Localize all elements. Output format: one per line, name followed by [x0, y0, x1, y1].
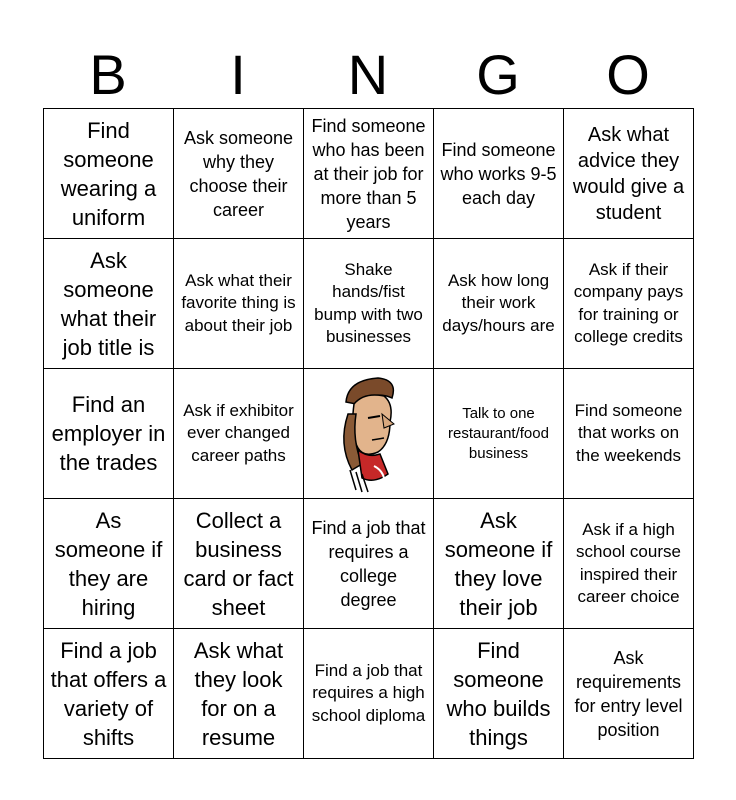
bingo-cell[interactable]: [434, 239, 564, 369]
cell-text: Ask if exhibitor ever changed career paths: [183, 400, 294, 465]
bingo-cell[interactable]: [44, 499, 174, 629]
cell-text: Find someone who works 9-5 each day: [440, 139, 557, 208]
bingo-cell[interactable]: [44, 369, 174, 499]
bingo-cell[interactable]: [564, 629, 694, 759]
bingo-cell[interactable]: [304, 499, 434, 629]
cell-text: Find an employer in the trades: [51, 392, 166, 475]
bingo-cell[interactable]: [174, 369, 304, 499]
cell-text: Ask someone if they love their job: [444, 507, 553, 620]
cell-text: Ask if a high school course inspired their career choice: [576, 519, 681, 606]
bingo-cell[interactable]: [174, 109, 304, 239]
bingo-cell[interactable]: [44, 629, 174, 759]
bingo-cell[interactable]: [564, 369, 694, 499]
bingo-cell[interactable]: [304, 109, 434, 239]
cell-text: Talk to one restaurant/food business: [448, 404, 549, 462]
header-letter-n: N: [347, 43, 389, 106]
cell-text: Find a job that offers a variety of shifts: [50, 637, 167, 750]
cell-text: Ask requirements for entry level position: [574, 647, 683, 740]
bingo-cell[interactable]: [174, 499, 304, 629]
cell-text: Find someone who has been at their job for more than 5 years: [311, 115, 426, 232]
header-letter-o: O: [606, 43, 650, 106]
bingo-cell[interactable]: [174, 629, 304, 759]
header-letter-i: I: [230, 43, 246, 106]
header-letter-b: B: [89, 43, 127, 106]
bingo-cell[interactable]: [564, 499, 694, 629]
bingo-cell[interactable]: [44, 239, 174, 369]
cell-text: Find someone that works on the weekends: [574, 400, 683, 465]
header-letter-g: G: [476, 43, 520, 106]
cell-text: Ask what they look for on a resume: [193, 637, 284, 750]
cell-text: Collect a business card or fact sheet: [183, 507, 294, 620]
mascot-head-icon: [334, 374, 404, 494]
bingo-cell[interactable]: [304, 629, 434, 759]
bingo-cell[interactable]: [434, 499, 564, 629]
cell-text: Find someone wearing a uniform: [60, 117, 157, 230]
bingo-cell[interactable]: [564, 109, 694, 239]
cell-text: Find a job that requires a high school diploma: [311, 660, 426, 725]
bingo-cell[interactable]: [564, 239, 694, 369]
bingo-cell[interactable]: [434, 629, 564, 759]
cell-text: As someone if they are hiring: [54, 507, 163, 620]
cell-text: Ask someone why they choose their career: [183, 127, 294, 220]
cell-text: Find a job that requires a college degree: [311, 517, 426, 610]
cell-text: Ask someone what their job title is: [60, 247, 157, 360]
bingo-header: [43, 43, 693, 106]
bingo-cell[interactable]: [44, 109, 174, 239]
cell-text: Ask how long their work days/hours are: [442, 270, 555, 335]
bingo-cell[interactable]: [434, 369, 564, 499]
cell-text: Ask what their favorite thing is about their job: [181, 270, 296, 335]
bingo-cell[interactable]: [434, 109, 564, 239]
cell-text: Shake hands/fist bump with two businesses: [314, 259, 423, 346]
bingo-grid: [43, 108, 694, 759]
bingo-cell[interactable]: [304, 239, 434, 369]
cell-text: Ask if their company pays for training or college credits: [573, 259, 684, 346]
bingo-cell[interactable]: [174, 239, 304, 369]
free-space[interactable]: [304, 369, 434, 499]
cell-text: Ask what advice they would give a student: [572, 123, 685, 224]
cell-text: Find someone who builds things: [446, 637, 551, 750]
